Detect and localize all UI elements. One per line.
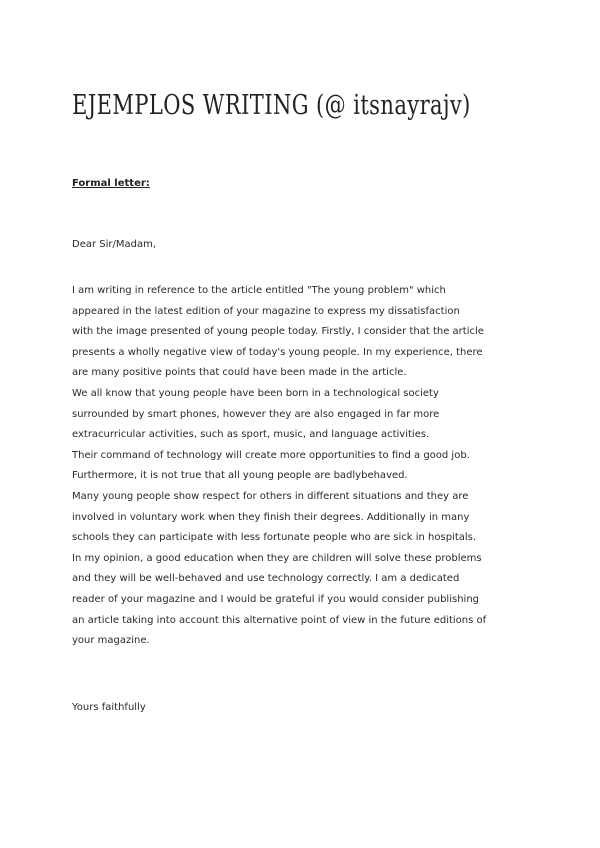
body-line: Furthermore, it is not true that all young people are badlybehaved. bbox=[72, 470, 408, 482]
body-line: presents a wholly negative view of today's young people. In my experience, there bbox=[72, 346, 483, 358]
body-line: In my opinion, a good education when they are children will solve these problems bbox=[72, 552, 482, 564]
body-line: reader of your magazine and I would be grateful if you would consider publishing bbox=[72, 593, 480, 605]
body-line: appeared in the latest edition of your magazine to express my dissatisfaction bbox=[72, 305, 460, 317]
body-line: with the image presented of young people today. Firstly, I consider that the article bbox=[72, 326, 484, 338]
body-line: and they will be well-behaved and use technology correctly. I am a dedicated bbox=[72, 573, 460, 585]
body-line: your magazine. bbox=[72, 635, 150, 647]
body-line: Many young people show respect for others in different situations and they are bbox=[72, 490, 469, 502]
body-line: an article taking into account this alternative point of view in the future editions of bbox=[72, 614, 487, 626]
letter-closing: Yours faithfully bbox=[72, 702, 146, 713]
body-line: extracurricular activities, such as sport, music, and language activities. bbox=[72, 429, 430, 441]
body-line: We all know that young people have been born in a technological society bbox=[72, 387, 439, 399]
body-line: schools they can participate with less fortunate people who are sick in hospitals. bbox=[72, 532, 477, 544]
body-line: involved in voluntary work when they finish their degrees. Additionally in many bbox=[72, 511, 470, 523]
body-line: Their command of technology will create more opportunities to find a good job. bbox=[72, 449, 470, 461]
body-line: surrounded by smart phones, however they are also engaged in far more bbox=[72, 408, 440, 420]
body-line: are many positive points that could have been made in the article. bbox=[72, 367, 407, 379]
letter-body bbox=[72, 281, 537, 652]
letter-salutation: Dear Sir/Madam, bbox=[72, 239, 157, 250]
body-line: I am writing in reference to the article entitled "The young problem" which bbox=[72, 285, 446, 296]
section-heading: Formal letter: bbox=[72, 178, 150, 189]
document-title: EJEMPLOS WRITING (@ itsnayrajv) bbox=[72, 90, 471, 122]
